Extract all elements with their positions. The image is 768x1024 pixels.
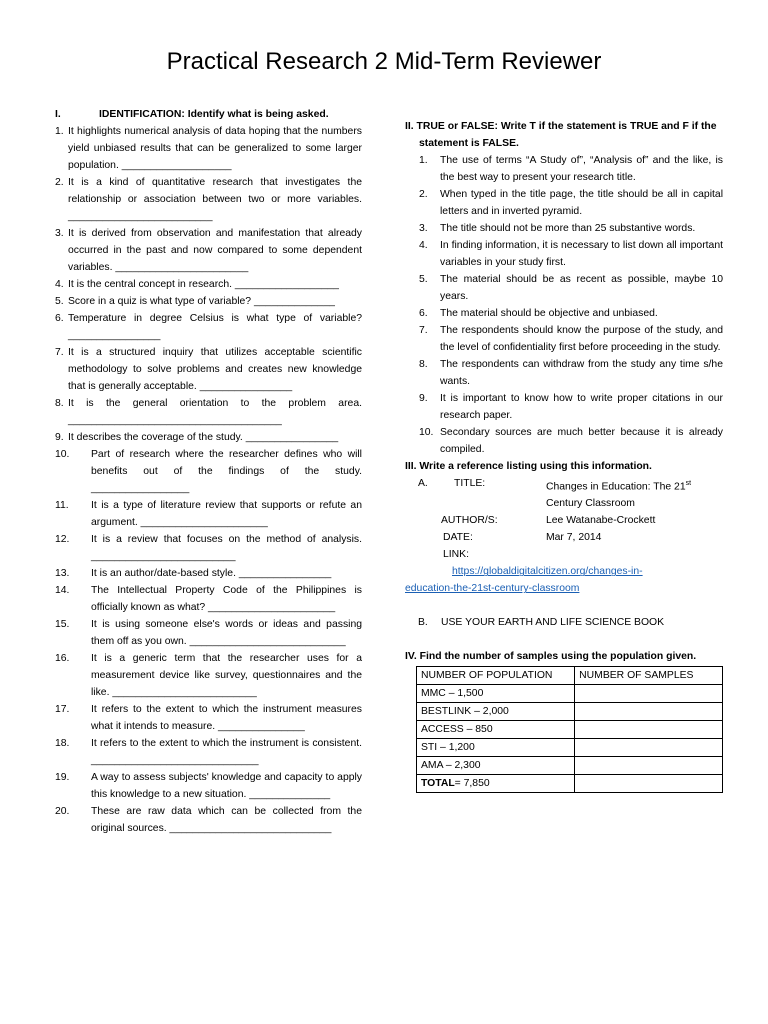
answer-cell[interactable] (575, 721, 723, 739)
true-false-item (405, 152, 723, 186)
item-number: 9. (55, 432, 64, 443)
item-number: 3. (55, 228, 64, 239)
item-text: The material should be as recent as possible, maybe 10 years. (440, 274, 723, 302)
item-number: 7. (55, 347, 64, 358)
identification-item (55, 446, 362, 497)
ref-link[interactable]: https://globaldigitalcitizen.org/changes-in- (452, 566, 643, 578)
answer-cell[interactable] (575, 703, 723, 721)
true-false-item (405, 220, 723, 237)
true-false-item (405, 186, 723, 220)
identification-item (55, 735, 362, 769)
ref-date-label: DATE: (443, 532, 473, 544)
identification-item (55, 565, 362, 582)
true-false-item (405, 271, 723, 305)
identification-item (55, 616, 362, 650)
item-text: It is the central concept in research. __________________ (68, 279, 339, 290)
true-false-item (405, 390, 723, 424)
table-row (417, 685, 723, 703)
item-number: 17. (55, 704, 70, 715)
ref-title-row (441, 475, 723, 512)
table-header: NUMBER OF SAMPLES (575, 667, 723, 685)
item-text: It highlights numerical analysis of data hoping that the numbers yield unbiased results that can be generalized to some larger population. ___________________ (68, 126, 362, 171)
identification-item (55, 344, 362, 395)
identification-item (55, 174, 362, 225)
identification-item (55, 582, 362, 616)
item-text: It is an author/date-based style. ________________ (91, 568, 332, 579)
true-false-item (405, 322, 723, 356)
total-cell: TOTAL= 7,850 (417, 775, 575, 793)
identification-section (55, 106, 362, 837)
item-number: 14. (55, 585, 70, 596)
item-number: 7. (419, 325, 428, 336)
item-text: It is important to know how to write proper citations in our research paper. (440, 393, 723, 421)
item-number: 10. (55, 449, 70, 460)
item-number: 1. (55, 126, 64, 137)
identification-item (55, 310, 362, 344)
item-number: 6. (419, 308, 428, 319)
item-text: The respondents can withdraw from the study any time s/he wants. (440, 359, 723, 387)
identification-item (55, 395, 362, 429)
reference-heading: III. Write a reference listing using this information. (405, 461, 652, 472)
identification-item (55, 123, 362, 174)
identification-item (55, 225, 362, 276)
section-heading-text: IDENTIFICATION: Identify what is being asked. (99, 109, 329, 120)
item-number: 4. (419, 240, 428, 251)
item-text: It is using someone else's words or ideas and passing them off as you own. ___________________________ (91, 619, 362, 647)
table-row (417, 739, 723, 757)
samples-heading: IV. Find the number of samples using the population given. (405, 651, 697, 663)
item-number: 16. (55, 653, 70, 664)
item-text: It is a kind of quantitative research that investigates the relationship or association between two or more variables. _________________________ (68, 177, 362, 222)
ref-author-value: Lee Watanabe-Crockett (546, 515, 656, 527)
item-text: In finding information, it is necessary to list down all important variables in your study first. (440, 240, 723, 268)
population-cell: AMA – 2,300 (417, 757, 575, 775)
item-text: When typed in the title page, the title should be all in capital letters and in inverted pyramid. (440, 189, 723, 217)
item-number: 8. (419, 359, 428, 370)
reference-item-b-text: USE YOUR EARTH AND LIFE SCIENCE BOOK (441, 617, 665, 629)
table-row (417, 757, 723, 775)
identification-item (55, 650, 362, 701)
item-text: It describes the coverage of the study. ________________ (68, 432, 339, 443)
table-row (417, 721, 723, 739)
answer-cell[interactable] (575, 757, 723, 775)
item-number: 12. (55, 534, 70, 545)
true-false-heading: II. TRUE or FALSE: Write T if the statement is TRUE and F if the statement is FALSE. (405, 121, 717, 149)
ref-title-value: Changes in Education: The 21st Century Classroom (546, 480, 692, 510)
ref-link-cont[interactable]: education-the-21st-century-classroom (405, 583, 580, 595)
item-text: Score in a quiz is what type of variable? ______________ (68, 296, 335, 307)
item-number: 9. (419, 393, 428, 404)
population-cell: BESTLINK – 2,000 (417, 703, 575, 721)
ref-title-label: TITLE: (454, 478, 486, 489)
item-text: It refers to the extent to which the instrument measures what it intends to measure. _______________ (91, 704, 362, 732)
identification-item (55, 769, 362, 803)
population-cell: MMC – 1,500 (417, 685, 575, 703)
population-cell: STI – 1,200 (417, 739, 575, 757)
item-text: It is the general orientation to the problem area. _____________________________________ (68, 398, 362, 426)
item-number: 4. (55, 279, 64, 290)
ref-date-value: Mar 7, 2014 (546, 532, 602, 544)
item-number: 5. (55, 296, 64, 307)
true-false-item (405, 356, 723, 390)
table-total-row (417, 775, 723, 793)
identification-item (55, 531, 362, 565)
item-text: It is a type of literature review that supports or refute an argument. ______________________ (91, 500, 362, 528)
table-row (417, 703, 723, 721)
answer-cell[interactable] (575, 685, 723, 703)
item-number: 13. (55, 568, 70, 579)
item-number: 15. (55, 619, 70, 630)
item-number: 10. (419, 427, 434, 438)
item-letter: B. (418, 617, 428, 629)
identification-item (55, 276, 362, 293)
identification-list (55, 123, 362, 837)
table-header: NUMBER OF POPULATION (417, 667, 575, 685)
item-number: 20. (55, 806, 70, 817)
item-text: Secondary sources are much better because it is already compiled. (440, 427, 723, 455)
population-cell: ACCESS – 850 (417, 721, 575, 739)
item-number: 2. (55, 177, 64, 188)
identification-heading (55, 106, 362, 123)
section-number: I. (55, 109, 61, 120)
true-false-item (405, 305, 723, 322)
item-text: It is a structured inquiry that utilizes acceptable scientific methodology to solve problems and creates new knowledge that is generally acceptable. ________________ (68, 347, 362, 392)
reference-item-a (405, 475, 723, 563)
answer-cell[interactable] (575, 739, 723, 757)
item-text: It is a generic term that the researcher uses for a measurement device like survey, questionnaires and the like. _________________________ (91, 653, 362, 698)
item-text: Part of research where the researcher defines who will benefits out of the findings of the study. _________________ (91, 449, 362, 494)
item-number: 1. (419, 155, 428, 166)
ref-date-row (441, 529, 723, 546)
item-text: The respondents should know the purpose of the study, and the level of confidentiality first before proceeding in the study. (440, 325, 723, 353)
identification-item (55, 497, 362, 531)
identification-item (55, 803, 362, 837)
ref-author-row (441, 512, 723, 529)
item-text: It is a review that focuses on the method of analysis. _________________________ (91, 534, 362, 562)
answer-cell[interactable] (575, 775, 723, 793)
ref-link-row (441, 546, 723, 563)
reference-item-b (405, 614, 723, 631)
identification-item (55, 701, 362, 735)
item-text: The title should not be more than 25 substantive words. (440, 223, 696, 234)
identification-item (55, 293, 362, 310)
item-text: The Intellectual Property Code of the Philippines is officially known as what? ______________________ (91, 585, 362, 613)
item-number: 6. (55, 313, 64, 324)
true-false-item (405, 424, 723, 458)
item-number: 18. (55, 738, 70, 749)
item-text: It refers to the extent to which the instrument is consistent. _____________________________ (91, 738, 362, 766)
true-false-item (405, 237, 723, 271)
item-text: Temperature in degree Celsius is what type of variable? ________________ (68, 313, 362, 341)
ref-link-label: LINK: (443, 549, 469, 561)
item-text: It is derived from observation and manifestation that already occurred in the past and now compared to some dependent variables. _______________________ (68, 228, 362, 273)
item-number: 8. (55, 398, 64, 409)
right-column (405, 118, 723, 793)
item-text: These are raw data which can be collected from the original sources. ____________________________ (91, 806, 362, 834)
item-number: 5. (419, 274, 428, 285)
item-number: 19. (55, 772, 70, 783)
item-letter: A. (418, 478, 428, 489)
ref-author-label: AUTHOR/S: (441, 515, 498, 527)
true-false-list (405, 152, 723, 458)
item-number: 2. (419, 189, 428, 200)
page-title: Practical Research 2 Mid-Term Reviewer (166, 48, 602, 75)
identification-item (55, 429, 362, 446)
item-number: 3. (419, 223, 428, 234)
item-number: 11. (55, 500, 69, 511)
item-text: A way to assess subjects' knowledge and capacity to apply this knowledge to a new situation. ______________ (91, 772, 362, 800)
item-text: The use of terms “A Study of”, “Analysis of” and the like, is the best way to present your research title. (440, 155, 723, 183)
samples-table (416, 666, 723, 793)
table-header-row (417, 667, 723, 685)
item-text: The material should be objective and unbiased. (440, 308, 658, 319)
